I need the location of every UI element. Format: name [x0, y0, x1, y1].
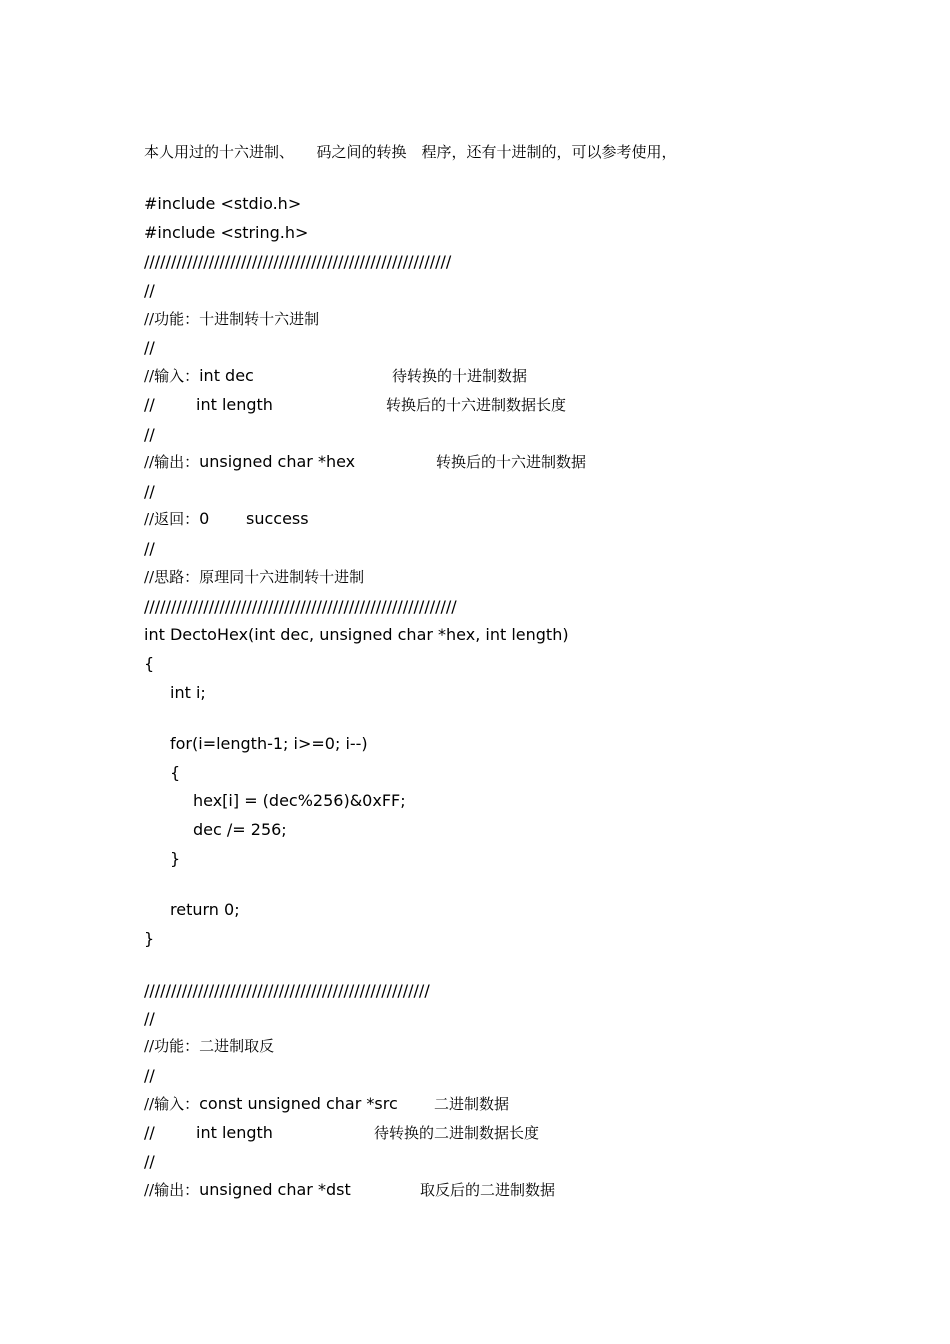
comment-label: //功能：: [144, 310, 200, 328]
comment-desc: 转换后的十六进制数据: [436, 453, 587, 471]
comment-label: //功能：: [144, 1037, 200, 1055]
comment-label: //输入：: [144, 367, 200, 385]
comment-code: 0: [199, 509, 210, 528]
comment-line: //: [144, 1152, 155, 1171]
comment-label: //思路：: [144, 568, 200, 586]
comment-label: //输入：: [144, 1095, 200, 1113]
comment-text: 二进制取反: [199, 1037, 275, 1055]
comment-function: [144, 1036, 274, 1056]
comment-code: const unsigned char *src: [199, 1094, 398, 1113]
code-line: hex[i] = (dec%256)&0xFF;: [193, 791, 406, 810]
code-line: for(i=length-1; i>=0; i--): [170, 734, 368, 753]
include-stdio: #include <stdio.h>: [144, 194, 302, 213]
comment-output: [144, 452, 355, 472]
separator-line: /////////////////////////////////////////////////////////: [144, 252, 452, 271]
function-signature: int DectoHex(int dec, unsigned char *hex, int length): [144, 625, 569, 644]
comment-code: int dec: [199, 366, 254, 385]
comment-text: 十进制转十六进制: [199, 310, 320, 328]
comment-line: //: [144, 1066, 155, 1085]
intro-text: 本人用过的十六进制、 码之间的转换 程序，还有十进制的，可以参考使用，: [144, 143, 677, 161]
brace-open: {: [144, 654, 155, 673]
comment-code: int length: [196, 395, 273, 414]
comment-line: //: [144, 539, 155, 558]
brace-close: }: [144, 929, 155, 948]
comment-line: //: [144, 338, 155, 357]
comment-line: //: [144, 281, 155, 300]
comment-line: //: [144, 1009, 155, 1028]
comment-desc: 待转换的二进制数据长度: [374, 1124, 540, 1142]
comment-text: 原理同十六进制转十进制: [199, 568, 365, 586]
comment-line: //: [144, 425, 155, 444]
code-line: int i;: [170, 683, 206, 702]
comment-desc: 取反后的二进制数据: [420, 1181, 556, 1199]
comment-label: //返回：: [144, 510, 200, 528]
comment-code: unsigned char *dst: [199, 1180, 351, 1199]
include-string: #include <string.h>: [144, 223, 309, 242]
comment-code: unsigned char *hex: [199, 452, 356, 471]
comment-code: int length: [196, 1123, 273, 1142]
separator-line: /////////////////////////////////////////////////////: [144, 981, 430, 1000]
comment-text: success: [246, 509, 309, 528]
code-line: return 0;: [170, 900, 240, 919]
comment-label: //输出：: [144, 1181, 200, 1199]
comment-prefix: //: [144, 395, 155, 414]
brace-close: }: [170, 849, 181, 868]
code-line: dec /= 256;: [193, 820, 287, 839]
comment-input: [144, 1094, 398, 1114]
comment-function: [144, 309, 319, 329]
comment-prefix: //: [144, 1123, 155, 1142]
comment-return: [144, 509, 209, 529]
comment-output: [144, 1180, 351, 1200]
comment-desc: 待转换的十进制数据: [392, 367, 528, 385]
comment-line: //: [144, 482, 155, 501]
comment-label: //输出：: [144, 453, 200, 471]
comment-idea: [144, 567, 364, 587]
separator-line: //////////////////////////////////////////////////////////: [144, 597, 457, 616]
brace-open: {: [170, 763, 181, 782]
comment-input: [144, 366, 254, 386]
comment-desc: 二进制数据: [434, 1095, 510, 1113]
comment-desc: 转换后的十六进制数据长度: [386, 396, 567, 414]
